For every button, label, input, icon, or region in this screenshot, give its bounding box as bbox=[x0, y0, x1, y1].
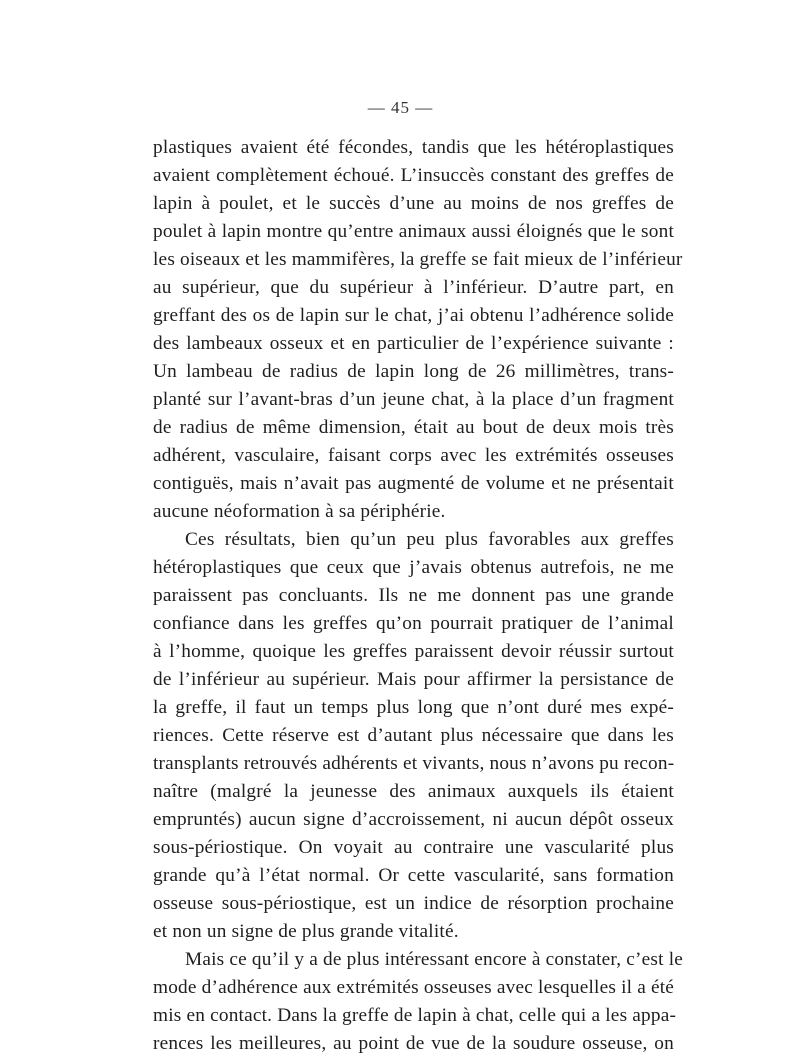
text-line: riences. Cette réserve est d’autant plus nécessaire que dans les bbox=[153, 725, 674, 746]
text-line: Mais ce qu’il y a de plus intéressant encore à constater, c’est le bbox=[185, 949, 684, 970]
text-line: confiance dans les greffes qu’on pourrait pratiquer de l’animal bbox=[153, 613, 674, 634]
text-line: hétéroplastiques que ceux que j’avais obtenus autrefois, ne me bbox=[153, 557, 674, 578]
text-line: grande qu’à l’état normal. Or cette vascularité, sans formation bbox=[153, 865, 674, 886]
text-line: transplants retrouvés adhérents et vivants, nous n’avons pu recon- bbox=[153, 753, 675, 774]
text-line: les oiseaux et les mammifères, la greffe se fait mieux de l’inférieur bbox=[153, 249, 683, 270]
text-line: rences les meilleures, au point de vue de la soudure osseuse, on bbox=[153, 1033, 674, 1054]
page-number: — 45 — bbox=[367, 98, 434, 117]
text-line: planté sur l’avant-bras d’un jeune chat, à la place d’un fragment bbox=[153, 389, 674, 410]
text-line: sous-périostique. On voyait au contraire une vascularité plus bbox=[153, 837, 674, 858]
text-line: avaient complètement échoué. L’insuccès constant des greffes de bbox=[153, 165, 674, 186]
text-line: de radius de même dimension, était au bout de deux mois très bbox=[153, 417, 674, 438]
text-line: Ces résultats, bien qu’un peu plus favorables aux greffes bbox=[185, 529, 674, 550]
text-line: à l’homme, quoique les greffes paraissent devoir réussir surtout bbox=[153, 641, 674, 662]
text-line: des lambeaux osseux et en particulier de l’expérience suivante : bbox=[153, 333, 674, 354]
text-line: aucune néoformation à sa périphérie. bbox=[153, 501, 446, 522]
text-line: lapin à poulet, et le succès d’une au moins de nos greffes de bbox=[153, 193, 674, 214]
text-line: contiguës, mais n’avait pas augmenté de volume et ne présentait bbox=[153, 473, 674, 494]
text-line: paraissent pas concluants. Ils ne me donnent pas une grande bbox=[153, 585, 674, 606]
text-line: au supérieur, que du supérieur à l’inférieur. D’autre part, en bbox=[153, 277, 674, 298]
text-line: poulet à lapin montre qu’entre animaux aussi éloignés que le sont bbox=[153, 221, 674, 242]
text-line: empruntés) aucun signe d’accroissement, ni aucun dépôt osseux bbox=[153, 809, 674, 830]
text-line: greffant des os de lapin sur le chat, j’ai obtenu l’adhérence solide bbox=[153, 305, 674, 326]
text-line: et non un signe de plus grande vitalité. bbox=[153, 921, 459, 942]
text-line: plastiques avaient été fécondes, tandis que les hétéroplastiques bbox=[153, 137, 674, 158]
text-line: mis en contact. Dans la greffe de lapin à chat, celle qui a les appa- bbox=[153, 1005, 677, 1026]
text-line: la greffe, il faut un temps plus long que n’ont duré mes expé- bbox=[153, 697, 674, 718]
text-line: osseuse sous-périostique, est un indice de résorption prochaine bbox=[153, 893, 674, 914]
text-line: de l’inférieur au supérieur. Mais pour affirmer la persistance de bbox=[153, 669, 674, 690]
text-line: naître (malgré la jeunesse des animaux auxquels ils étaient bbox=[153, 781, 674, 802]
text-line: Un lambeau de radius de lapin long de 26 millimètres, trans- bbox=[153, 361, 674, 382]
text-line: adhérent, vasculaire, faisant corps avec les extrémités osseuses bbox=[153, 445, 674, 466]
body-text bbox=[153, 134, 684, 1058]
text-line: mode d’adhérence aux extrémités osseuses avec lesquelles il a été bbox=[153, 977, 675, 998]
